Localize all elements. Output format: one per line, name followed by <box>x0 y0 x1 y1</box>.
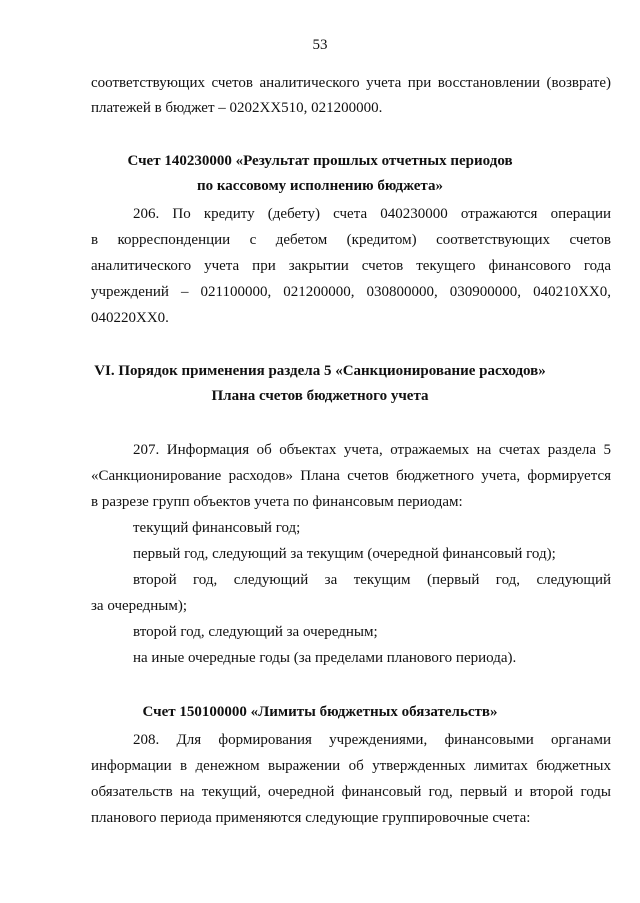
list-item: второй год, следующий за текущим (первый год, следующий <box>133 572 611 588</box>
page-number: 53 <box>312 37 328 53</box>
paragraph-line: платежей в бюджет – 0202ХХ510, 021200000. <box>91 100 383 116</box>
paragraph-line: аналитического учета при закрытии счетов текущего финансового года <box>91 258 611 274</box>
paragraph-line: 208. Для формирования учреждениями, финансовыми органами <box>133 732 611 748</box>
paragraph-line: информации в денежном выражении об утвержденных лимитах бюджетных <box>91 758 611 774</box>
list-item: за очередным); <box>91 598 187 614</box>
paragraph-line: 206. По кредиту (дебету) счета 040230000 отражаются операции <box>133 206 611 222</box>
paragraph-line: 040220ХХ0. <box>91 310 169 326</box>
section-heading: Счет 140230000 «Результат прошлых отчетных периодов <box>127 153 513 169</box>
paragraph-line: в корреспонденции с дебетом (кредитом) соответствующих счетов <box>91 232 611 248</box>
paragraph-line: «Санкционирование расходов» Плана счетов бюджетного учета, формируется <box>91 468 611 484</box>
paragraph-line: планового периода применяются следующие группировочные счета: <box>91 810 531 826</box>
list-item: второй год, следующий за очередным; <box>133 624 378 640</box>
section-heading: Плана счетов бюджетного учета <box>211 388 429 404</box>
list-item: на иные очередные годы (за пределами планового периода). <box>133 650 517 666</box>
paragraph-line: учреждений – 021100000, 021200000, 030800000, 030900000, 040210ХХ0, <box>91 284 611 300</box>
section-heading: по кассовому исполнению бюджета» <box>197 178 443 194</box>
list-item: текущий финансовый год; <box>133 520 301 536</box>
section-heading: VI. Порядок применения раздела 5 «Санкционирование расходов» <box>94 363 546 379</box>
paragraph-line: обязательств на текущий, очередной финансовый год, первый и второй годы <box>91 784 611 800</box>
paragraph-line: соответствующих счетов аналитического учета при восстановлении (возврате) <box>91 75 611 91</box>
section-heading: Счет 150100000 «Лимиты бюджетных обязательств» <box>142 704 498 720</box>
list-item: первый год, следующий за текущим (очередной финансовый год); <box>133 546 556 562</box>
paragraph-line: 207. Информация об объектах учета, отражаемых на счетах раздела 5 <box>133 442 611 458</box>
paragraph-line: в разрезе групп объектов учета по финансовым периодам: <box>91 494 463 510</box>
